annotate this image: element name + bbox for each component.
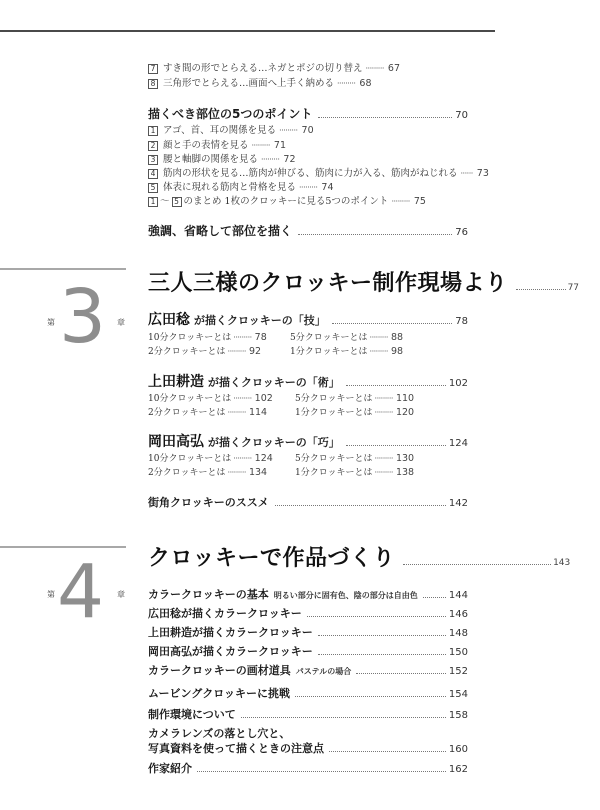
item-text: 体表に現れる筋肉と骨格を見る: [163, 182, 297, 193]
leader-dots: [318, 635, 446, 636]
toc-item-8[interactable]: [148, 77, 372, 90]
entry-title: 制作環境について: [148, 708, 236, 721]
toc-points-summary[interactable]: [148, 195, 426, 208]
page-number: 138: [395, 467, 415, 478]
page-number: 92: [248, 346, 262, 357]
section-title: 強調、省略して部位を描く: [148, 224, 293, 238]
leader-dots: [307, 616, 446, 617]
page-number: 88: [390, 332, 404, 343]
page-number: 71: [273, 140, 286, 151]
sub-entry[interactable]: [148, 451, 273, 464]
sub-entry[interactable]: [148, 330, 267, 343]
entry-title-line1: カメラレンズの落とし穴と、: [148, 727, 291, 740]
artist-subtitle: が描くクロッキーの「巧」: [208, 436, 340, 449]
leader-dots: [346, 445, 446, 446]
leader-dots: ·········: [374, 408, 393, 417]
leader-dots: ·········: [391, 197, 410, 206]
toc-entry[interactable]: [148, 685, 468, 701]
boxed-number: 8: [148, 79, 158, 89]
chapter-3-number: 3: [59, 274, 107, 360]
chapter-4-number: 4: [57, 549, 105, 635]
leader-dots: ·········: [233, 394, 252, 403]
leader-dots: [516, 289, 566, 290]
chapter-3-rule: [0, 268, 126, 270]
leader-dots: [423, 597, 446, 598]
sub-entry[interactable]: [295, 405, 414, 418]
leader-dots: ·········: [251, 141, 270, 150]
boxed-number: 2: [148, 141, 158, 151]
page-number: 142: [448, 498, 468, 509]
page-number: 78: [254, 332, 267, 343]
item-text: 腰と軸脚の関係を見る: [163, 154, 259, 165]
boxed-number: 7: [148, 64, 158, 74]
leader-dots: [332, 323, 452, 324]
leader-dots: ·········: [279, 126, 298, 135]
page-number: 77: [567, 283, 580, 293]
item-text: すき間の形でとらえる…ネガとポジの切り替え: [163, 63, 363, 74]
section-title: 街角クロッキーのススメ: [148, 496, 269, 509]
entry-title: 広田稔が描くカラークロッキー: [148, 607, 302, 620]
boxed-number: 5: [148, 183, 158, 193]
leader-dots: ·········: [365, 64, 384, 73]
entry-title: カラークロッキーの画材道具: [148, 664, 291, 677]
chapter-4-title-row[interactable]: [148, 541, 570, 572]
chapter-title: クロッキーで作品づくり: [148, 546, 396, 571]
leader-dots: ·········: [261, 155, 280, 164]
sub-label: 5分クロッキーとは: [295, 454, 373, 464]
section-emphasis[interactable]: [148, 222, 468, 239]
page-number: 76: [455, 227, 468, 238]
leader-dots: [295, 696, 446, 697]
page-number: 162: [448, 764, 468, 775]
tilde: 〜: [160, 196, 170, 207]
boxed-number: 5: [172, 197, 182, 207]
toc-entry[interactable]: [148, 662, 468, 678]
page-number: 74: [321, 182, 334, 193]
entry-title: 作家紹介: [148, 762, 192, 775]
sub-label: 2分クロッキーとは: [148, 408, 226, 418]
sub-entry[interactable]: [148, 344, 261, 357]
chapter-prefix: 第: [47, 318, 55, 327]
section-five-points[interactable]: [148, 105, 468, 122]
leader-dots: ·········: [227, 408, 246, 417]
top-rule: [0, 30, 495, 32]
leader-dots: ·········: [374, 394, 393, 403]
toc-entry[interactable]: [148, 605, 468, 621]
chapter-4-rule: [0, 546, 126, 548]
sub-entry[interactable]: [295, 451, 414, 464]
page-number: 148: [448, 628, 468, 639]
leader-dots: [318, 654, 446, 655]
sub-label: 2分クロッキーとは: [148, 347, 226, 357]
page-number: 146: [448, 609, 468, 620]
page-number: 73: [476, 168, 489, 179]
artist-name: 広田稔: [148, 312, 190, 328]
leader-dots: [403, 564, 551, 565]
leader-dots: ·········: [337, 79, 356, 88]
page-number: 154: [448, 689, 468, 700]
sub-entry[interactable]: [148, 391, 273, 404]
leader-dots: ·········: [374, 468, 393, 477]
toc-entry[interactable]: [148, 586, 468, 602]
leader-dots: ·········: [227, 468, 246, 477]
entry-note: パステルの場合: [295, 667, 352, 676]
page-number: 72: [283, 154, 296, 165]
artist-section-hirota[interactable]: [148, 309, 468, 329]
toc-entry[interactable]: [148, 643, 468, 659]
item-text: 筋肉の形状を見る…筋肉が伸びる、筋肉に力が入る、筋肉がねじれる: [163, 168, 458, 179]
item-text: 三角形でとらえる…画面へ上手く納める: [163, 78, 335, 89]
toc-point-5[interactable]: [148, 181, 334, 194]
leader-dots: ······: [460, 169, 473, 178]
sub-label: 1分クロッキーとは: [290, 347, 368, 357]
page-number: 98: [390, 346, 404, 357]
sub-entry[interactable]: [295, 391, 414, 404]
page-number: 70: [455, 110, 468, 121]
toc-entry[interactable]: [148, 624, 468, 640]
leader-dots: ·········: [299, 183, 318, 192]
leader-dots: ·········: [369, 347, 388, 356]
artist-section-okada[interactable]: [148, 431, 468, 451]
sub-label: 2分クロッキーとは: [148, 468, 226, 478]
page-number: 130: [395, 453, 415, 464]
leader-dots: [241, 717, 446, 718]
section-title: 描くべき部位の5つのポイント: [148, 107, 313, 121]
toc-entry[interactable]: [148, 706, 468, 722]
chapter-title: 三人三様のクロッキー制作現場より: [148, 271, 508, 296]
leader-dots: [197, 771, 446, 772]
page-number: 124: [254, 453, 273, 464]
page-number: 158: [448, 710, 468, 721]
sub-label: 5分クロッキーとは: [290, 333, 368, 343]
toc-point-2[interactable]: [148, 139, 286, 152]
entry-title-line2: 写真資料を使って描くときの注意点: [148, 742, 324, 755]
page-number: 70: [301, 125, 314, 136]
artist-subtitle: が描くクロッキーの「術」: [208, 376, 340, 389]
sub-entry[interactable]: [290, 330, 403, 343]
leader-dots: [329, 751, 446, 752]
artist-section-ueda[interactable]: [148, 371, 468, 391]
page-number: 114: [248, 407, 268, 418]
chapter-prefix: 第: [47, 590, 55, 599]
page-number: 124: [448, 438, 468, 449]
artist-subtitle: が描くクロッキーの「技」: [194, 314, 326, 327]
entry-note: 明るい部分に固有色、陰の部分は自由色: [273, 591, 418, 600]
page-number: 75: [413, 196, 426, 207]
leader-dots: [318, 117, 452, 118]
leader-dots: [346, 385, 446, 386]
toc-point-4[interactable]: [148, 167, 489, 180]
sub-entry[interactable]: [148, 405, 267, 418]
artist-name: 岡田高弘: [148, 434, 204, 450]
sub-entry[interactable]: [290, 344, 403, 357]
section-street-croquis[interactable]: [148, 494, 468, 510]
toc-entry[interactable]: [148, 760, 468, 776]
item-text: アゴ、首、耳の関係を見る: [163, 125, 277, 136]
leader-dots: [298, 234, 452, 235]
sub-label: 1分クロッキーとは: [295, 468, 373, 478]
sub-label: 10分クロッキーとは: [148, 333, 232, 343]
page-number: 143: [553, 558, 571, 568]
leader-dots: [275, 505, 446, 506]
sub-entry[interactable]: [148, 465, 267, 478]
toc-point-3[interactable]: [148, 153, 296, 166]
sub-entry[interactable]: [295, 465, 414, 478]
page-number: 134: [248, 467, 268, 478]
page-number: 160: [448, 744, 468, 755]
entry-title: ムービングクロッキーに挑戦: [148, 687, 291, 700]
page-number: 102: [254, 393, 273, 404]
leader-dots: ·········: [369, 333, 388, 342]
page-number: 110: [395, 393, 415, 404]
artist-name: 上田耕造: [148, 374, 204, 390]
boxed-number: 3: [148, 155, 158, 165]
page-number: 102: [448, 378, 468, 389]
leader-dots: ·········: [374, 454, 393, 463]
page-number: 68: [359, 78, 372, 89]
sub-label: 5分クロッキーとは: [295, 394, 373, 404]
page-number: 67: [387, 63, 400, 74]
sub-label: 10分クロッキーとは: [148, 394, 232, 404]
sub-label: 10分クロッキーとは: [148, 454, 232, 464]
leader-dots: ·········: [233, 333, 252, 342]
boxed-number: 4: [148, 169, 158, 179]
page-number: 152: [448, 666, 468, 677]
sub-label: 1分クロッキーとは: [295, 408, 373, 418]
leader-dots: ·········: [227, 347, 246, 356]
leader-dots: ·········: [233, 454, 252, 463]
item-text: 顔と手の表情を見る: [163, 140, 249, 151]
page-number: 144: [448, 590, 468, 601]
entry-title: カラークロッキーの基本: [148, 588, 269, 601]
boxed-number: 1: [148, 126, 158, 136]
chapter-3-title-row[interactable]: [148, 266, 579, 297]
entry-title: 岡田高弘が描くカラークロッキー: [148, 645, 313, 658]
toc-point-1[interactable]: [148, 124, 314, 137]
boxed-number: 1: [148, 197, 158, 207]
toc-item-7[interactable]: [148, 62, 400, 75]
item-text: のまとめ 1枚のクロッキーに見る5つのポイント: [183, 196, 389, 207]
toc-entry[interactable]: [148, 740, 468, 756]
page-number: 120: [395, 407, 415, 418]
leader-dots: [356, 673, 446, 674]
page-number: 78: [455, 316, 468, 327]
chapter-suffix: 章: [117, 318, 125, 327]
chapter-suffix: 章: [117, 590, 125, 599]
page-number: 150: [448, 647, 468, 658]
entry-title: 上田耕造が描くカラークロッキー: [148, 626, 313, 639]
